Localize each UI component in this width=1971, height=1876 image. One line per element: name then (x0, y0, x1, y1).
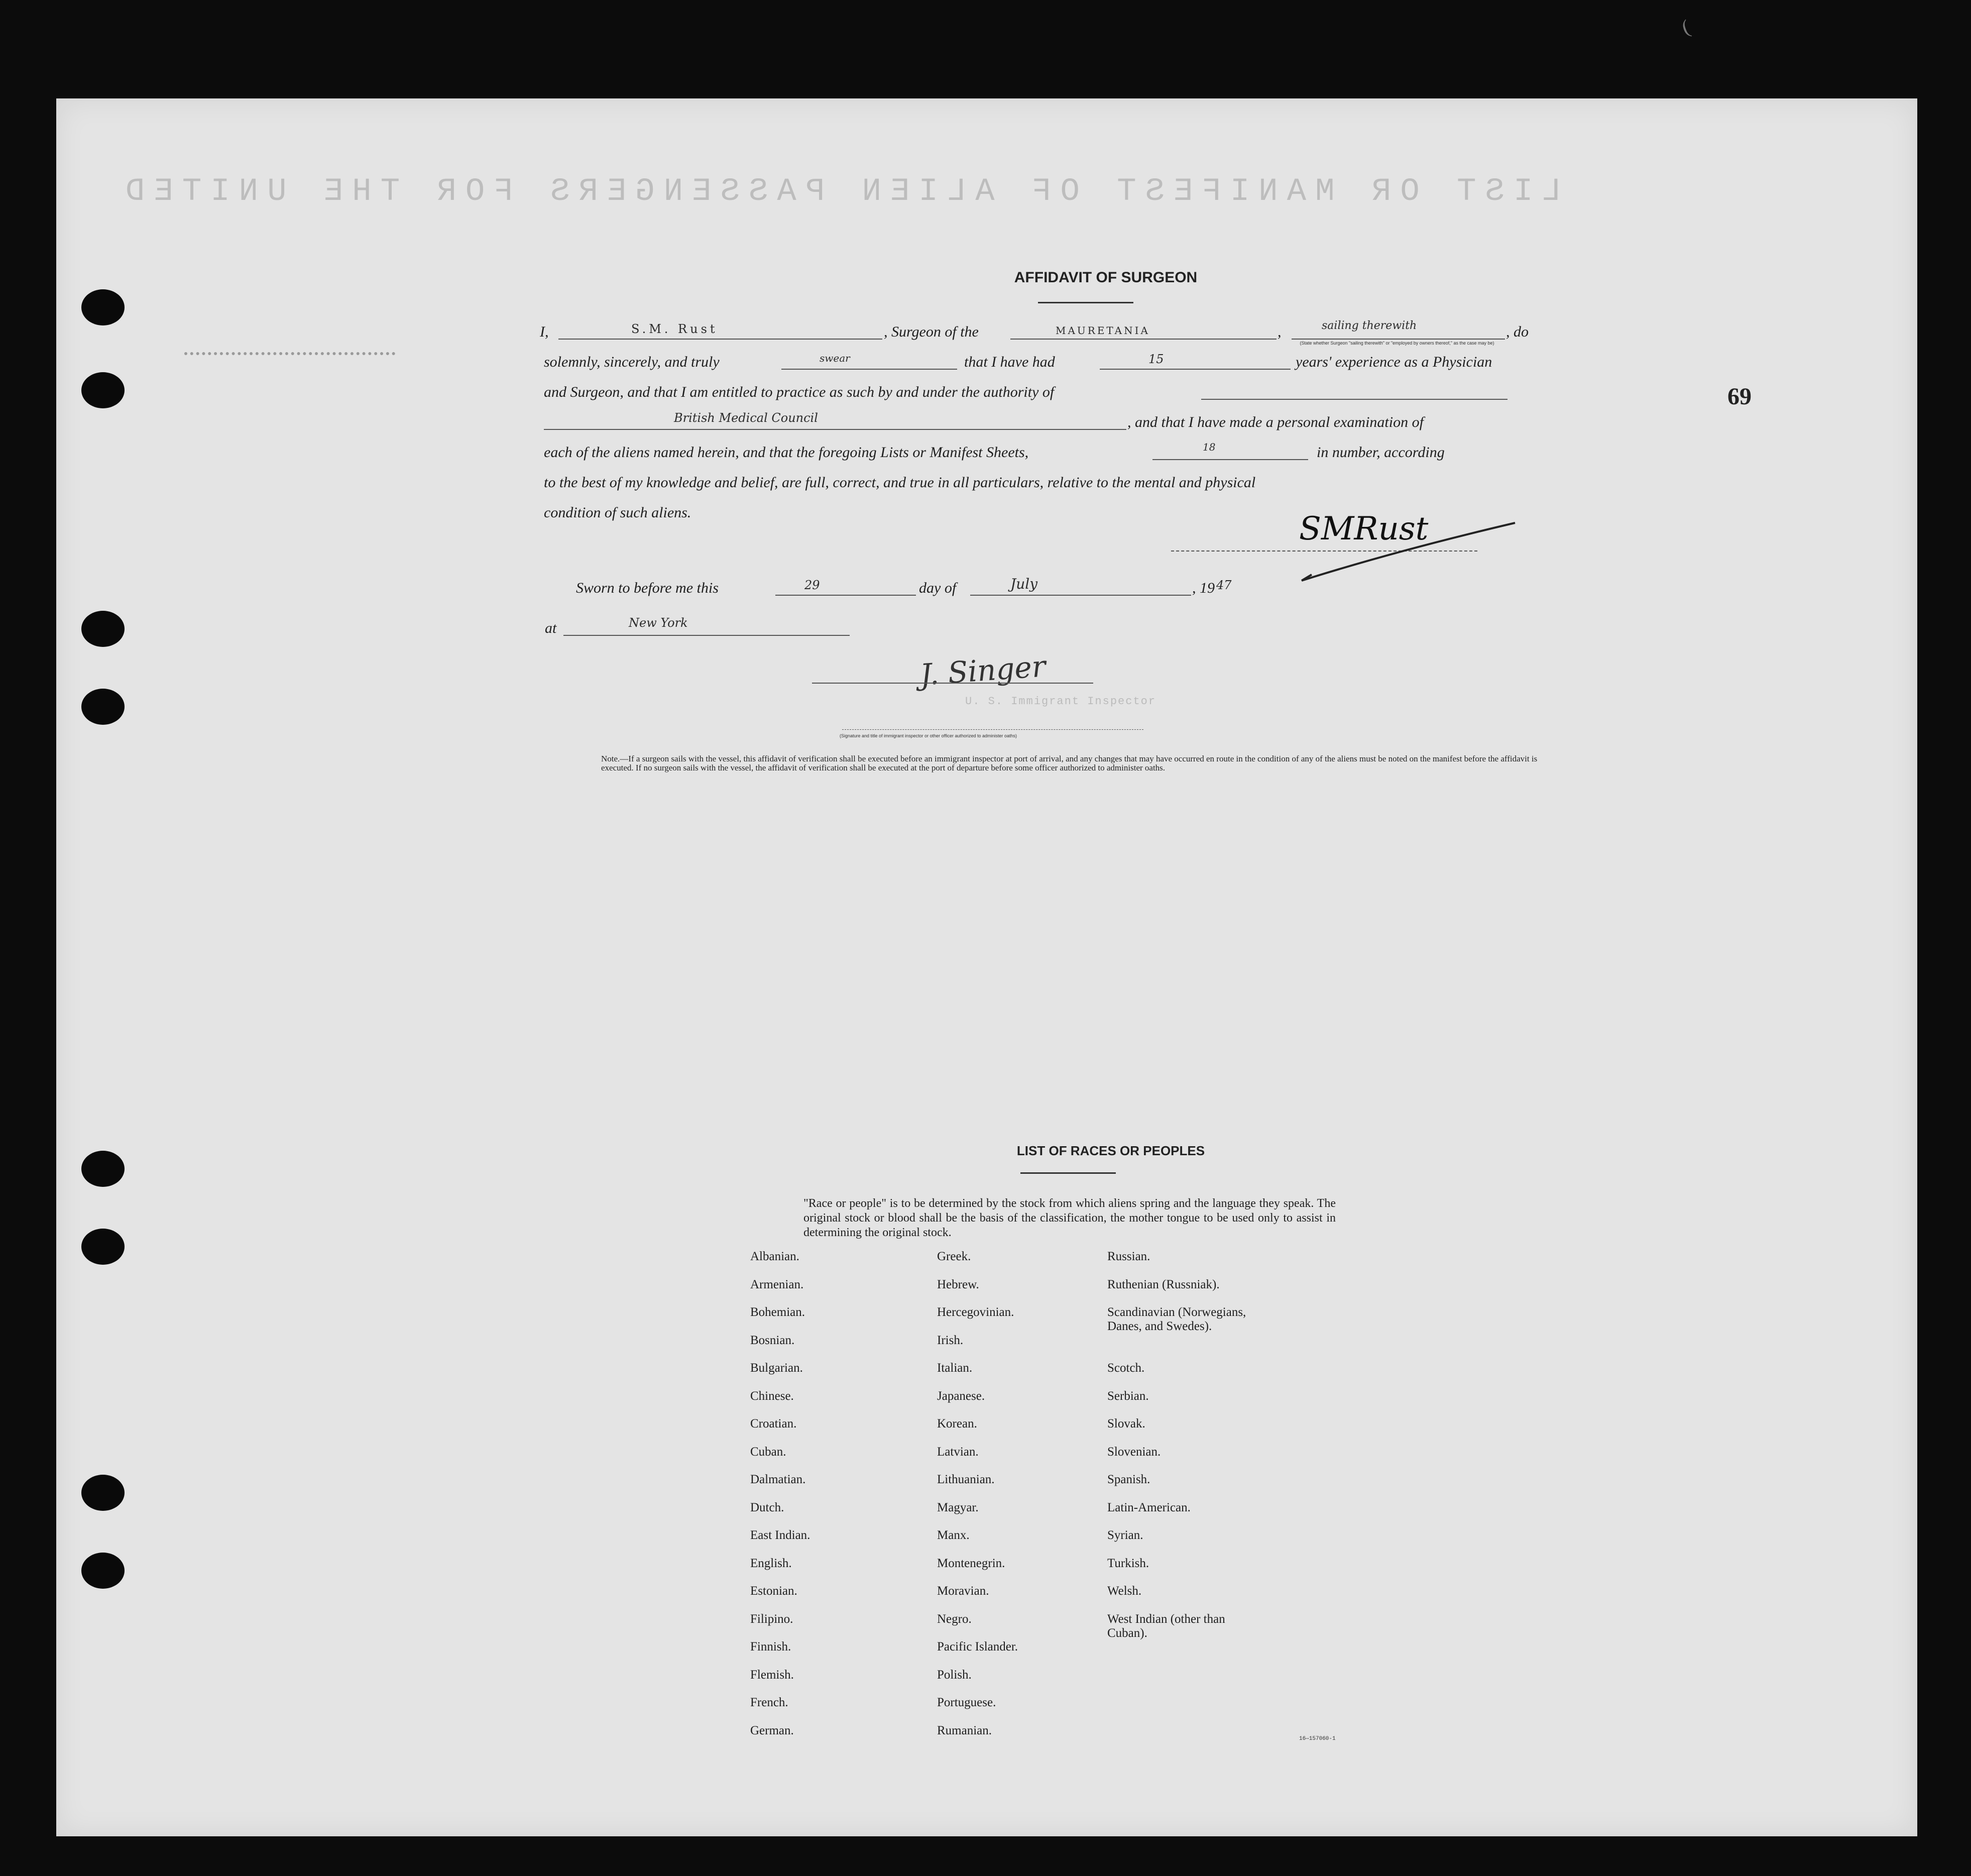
punch-hole (81, 611, 125, 647)
race-item: Scandinavian (Norwegians, Danes, and Swedes). (1107, 1305, 1246, 1333)
blank-status (1292, 339, 1505, 340)
race-item: Latvian. (937, 1445, 979, 1459)
race-item: Finnish. (750, 1640, 791, 1653)
race-item: Estonian. (750, 1584, 797, 1598)
race-item: Armenian. (750, 1277, 804, 1291)
race-item: Greek. (937, 1250, 971, 1263)
blank-place (563, 635, 850, 636)
blank-oath (781, 369, 957, 370)
punch-hole (81, 1475, 125, 1511)
race-item: Dalmatian. (750, 1473, 806, 1486)
affidavit-line-1c: , (1278, 323, 1282, 340)
handwritten-ship: MAURETANIA (1056, 324, 1150, 337)
races-title: LIST OF RACES OR PEOPLES (1016, 1143, 1205, 1158)
race-item: Turkish. (1107, 1556, 1149, 1570)
blank-day (775, 595, 916, 596)
handwritten-oath: swear (820, 352, 850, 364)
punch-hole (81, 1553, 125, 1589)
form-code: 16—157060-1 (1299, 1736, 1336, 1742)
handwritten-day: 29 (804, 578, 820, 592)
handwritten-authority: British Medical Council (674, 411, 818, 425)
bleed-through-dashes (184, 352, 395, 355)
at-label: at (545, 620, 557, 636)
race-item: East Indian. (750, 1528, 810, 1542)
handwritten-surgeon-name: S.M. Rust (631, 322, 718, 336)
affidavit-line-1a: I, (540, 323, 549, 340)
race-item: Manx. (937, 1528, 970, 1542)
bleed-through-header: LIST OR MANIFEST OF ALIEN PASSENGERS FOR THE UNITED (117, 174, 1561, 210)
sworn-line-c: , 19 (1192, 580, 1215, 596)
affidavit-line-2b: that I have had (964, 354, 1055, 370)
blank-authority-2 (544, 429, 1126, 430)
affidavit-line-2a: solemnly, sincerely, and truly (544, 354, 720, 370)
race-item: Ruthenian (Russniak). (1107, 1277, 1220, 1291)
affidavit-line-5a: each of the aliens named herein, and that the foregoing Lists or Manifest Sheets, (544, 444, 1029, 461)
document-sheet (56, 98, 1917, 1836)
race-item: Italian. (937, 1361, 973, 1375)
handwritten-status: sailing therewith (1322, 319, 1417, 332)
race-item: Russian. (1107, 1250, 1150, 1263)
races-title-underline (1020, 1172, 1116, 1174)
affidavit-line-4: , and that I have made a personal examination of (1127, 414, 1424, 430)
race-item: Rumanian. (937, 1723, 992, 1737)
races-column-3 (1107, 1250, 1246, 1640)
race-item: Welsh. (1107, 1584, 1142, 1598)
ship-status-note: (State whether Surgeon "sailing therewith" or "employed by owners thereof," as the case may be) (1300, 341, 1494, 346)
race-item: Pacific Islander. (937, 1640, 1018, 1653)
page-number: 69 (1727, 383, 1752, 410)
race-item: German. (750, 1723, 794, 1737)
race-item: Slovak. (1107, 1417, 1145, 1430)
sworn-line-b: day of (919, 580, 957, 596)
blank-sheets (1152, 459, 1308, 460)
inspector-signature-line (812, 683, 1093, 684)
race-item: Lithuanian. (937, 1473, 995, 1486)
sworn-line-a: Sworn to before me this (576, 580, 719, 596)
punch-hole (81, 1229, 125, 1265)
punch-hole (81, 372, 125, 408)
race-item: Serbian. (1107, 1389, 1149, 1403)
race-item: Moravian. (937, 1584, 989, 1598)
race-item: French. (750, 1696, 788, 1709)
affidavit-title: AFFIDAVIT OF SURGEON (1014, 269, 1198, 286)
race-item: Albanian. (750, 1250, 799, 1263)
races-column-1 (750, 1250, 810, 1751)
race-item: Scotch. (1107, 1361, 1145, 1375)
race-item: Filipino. (750, 1612, 793, 1626)
surgeon-signature: SMRust (1299, 510, 1429, 547)
race-item: Bohemian. (750, 1305, 805, 1319)
punch-hole (81, 689, 125, 725)
race-item: Portuguese. (937, 1696, 996, 1709)
affidavit-line-3: and Surgeon, and that I am entitled to practice as such by and under the authority of (544, 384, 1055, 400)
race-item: Croatian. (750, 1417, 797, 1430)
race-item: Slovenian. (1107, 1445, 1161, 1459)
handwritten-year: 47 (1216, 578, 1232, 592)
race-item: English. (750, 1556, 792, 1570)
race-item: Hercegovinian. (937, 1305, 1014, 1319)
race-item: Japanese. (937, 1389, 985, 1403)
affidavit-line-5b: in number, according (1317, 444, 1445, 461)
race-item: Syrian. (1107, 1528, 1143, 1542)
race-item: West Indian (other than Cuban). (1107, 1612, 1225, 1640)
races-intro: "Race or people" is to be determined by the stock from which aliens spring and the language they speak. The original stock or blood shall be the basis of the classification, the mother tongue to be used only to assist in determining the original stock. (803, 1197, 1336, 1239)
blank-surgeon-name (558, 339, 882, 340)
race-item: Chinese. (750, 1389, 794, 1403)
race-item: Polish. (937, 1668, 972, 1682)
race-item: Hebrew. (937, 1277, 979, 1291)
race-spacer (1107, 1334, 1246, 1362)
races-column-2 (937, 1250, 1018, 1751)
handwritten-years: 15 (1148, 352, 1164, 366)
signature-caption-line (842, 729, 1143, 730)
title-underline (1038, 302, 1133, 303)
race-item: Korean. (937, 1417, 977, 1430)
race-item: Bosnian. (750, 1333, 795, 1347)
race-item: Cuban. (750, 1445, 786, 1459)
blank-ship (1010, 339, 1277, 340)
handwritten-place: New York (629, 616, 688, 630)
race-item: Negro. (937, 1612, 972, 1626)
affidavit-line-2c: years' experience as a Physician (1296, 354, 1492, 370)
affidavit-line-7: condition of such aliens. (544, 504, 691, 521)
punch-hole (81, 1151, 125, 1187)
race-item: Flemish. (750, 1668, 794, 1682)
handwritten-sheets: 18 (1203, 441, 1216, 453)
race-item: Dutch. (750, 1500, 784, 1514)
race-item: Spanish. (1107, 1473, 1150, 1486)
race-item: Irish. (937, 1333, 964, 1347)
blank-years (1100, 369, 1291, 370)
signature-caption: (Signature and title of immigrant inspector or other officer authorized to administer oaths) (840, 733, 1017, 738)
affidavit-line-6: to the best of my knowledge and belief, are full, correct, and true in all particulars, relative to the mental and physical (544, 474, 1256, 491)
affidavit-line-1d: , do (1506, 323, 1529, 340)
race-item: Bulgarian. (750, 1361, 803, 1375)
blank-month (970, 595, 1191, 596)
race-item: Latin-American. (1107, 1500, 1191, 1514)
signature-flourish (1297, 515, 1523, 586)
affidavit-line-1b: , Surgeon of the (884, 323, 979, 340)
race-item: Montenegrin. (937, 1556, 1005, 1570)
punch-hole (81, 289, 125, 325)
inspector-label: U. S. Immigrant Inspector (965, 695, 1156, 708)
blank-authority-1 (1201, 399, 1508, 400)
affidavit-note: Note.—If a surgeon sails with the vessel, this affidavit of verification shall be executed before an immigrant inspector at port of arrival, and any changes that may have occurred en route in the condition of any of the aliens must be noted on the manifest before the affidavit is executed. If no surgeon sails with the vessel, the affidavit of verification shall be executed at the port of departure before some officer authorized to administer oaths. (601, 754, 1538, 773)
handwritten-month: July (1010, 576, 1038, 592)
race-item: Magyar. (937, 1500, 979, 1514)
scan-mark: ( (1678, 15, 1693, 39)
inspector-signature: J. Singer (918, 649, 1047, 692)
